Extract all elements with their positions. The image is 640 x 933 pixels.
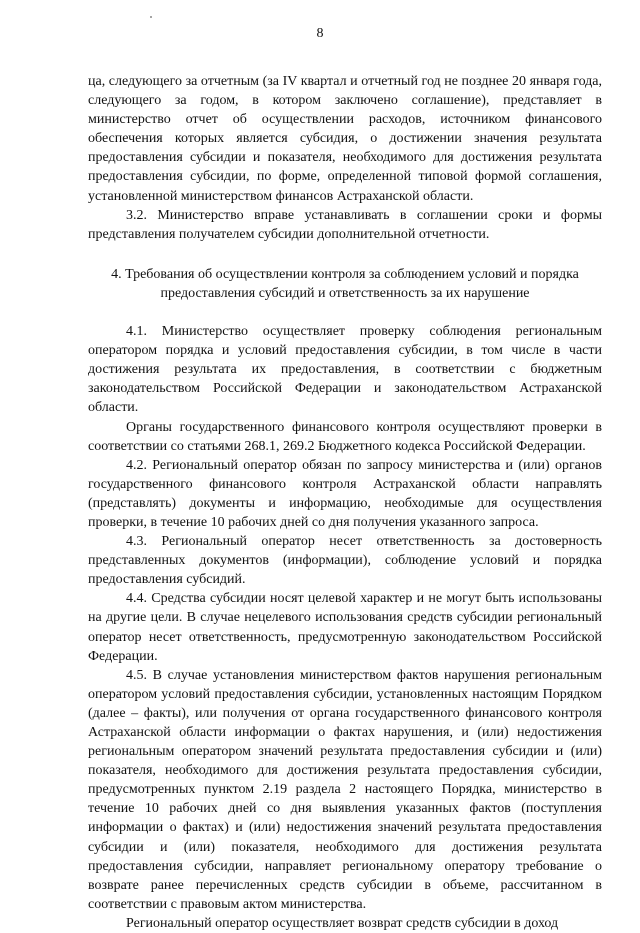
document-body — [88, 72, 602, 933]
paragraph-refund: Региональный оператор осуществляет возврат средств субсидии в доход — [126, 915, 559, 931]
paragraph-continuation: ца, следующего за отчетным (за IV квартал и отчетный год не позднее 20 января года, следующего за годом, в котором заключено соглашение), представляет в министерство отчет об осуществлении расходов, источником финансового обеспечения которых является субсидия, о достижении значения результата предоставления субсидии и показателя, необходимого для достижения результата предоставления субсидии, по форме, определенной типовой формой соглашения, установленной министерством финансов Астраханской области. — [88, 74, 602, 204]
paragraph-financial-control: Органы государственного финансового контроля осуществляют проверки в соответствии со статьями 268.1, 269.2 Бюджетного кодекса Российской Федерации. — [88, 419, 602, 454]
page-number: 8 — [316, 26, 324, 41]
paragraph-4-3: 4.3. Региональный оператор несет ответственность за достоверность представленных документов (информации), соблюдение условий и порядка предоставления субсидий. — [88, 534, 602, 588]
paragraph-4-1: 4.1. Министерство осуществляет проверку соблюдения региональным оператором порядка и условий предоставления субсидии, в том числе в части достижения результата их предоставления, в соответствии с бюджетным законодательством Российской Федерации и законодательством Астраханской области. — [88, 324, 602, 416]
section-heading: 4. Требования об осуществлении контроля за соблюдением условий и порядка предоставления субсидий и ответственность за их нарушение — [111, 266, 579, 301]
paragraph-4-2: 4.2. Региональный оператор обязан по запросу министерства и (или) органов государственного финансового контроля Астраханской области направлять (представлять) документы и информацию, необходимые для осуществления проверки, в течение 10 рабочих дней со дня получения указанного запроса. — [88, 457, 602, 530]
paragraph-4-4: 4.4. Средства субсидии носят целевой характер и не могут быть использованы на другие цели. В случае нецелевого использования средств субсидии региональный оператор несет ответственность, предусмотренную законодательством Российской Федерации. — [88, 591, 602, 664]
scan-speck — [150, 16, 152, 18]
paragraph-4-5: 4.5. В случае установления министерством фактов нарушения региональным оператором условий предоставления субсидии, установленных настоящим Порядком (далее – факты), или получения от органа государственного финансового контроля Астраханской области информации о фактах нарушения, и (или) недостижения региональным оператором значений результата предоставления субсидии и (или) показателя, необходимого для достижения результата предоставления субсидии, предусмотренных пунктом 2.19 раздела 2 настоящего Порядка, министерство в течение 10 рабочих дней со дня выявления указанных фактов (поступления информации о фактах) и (или) недостижения значений результата предоставления субсидии и (или) показателя, необходимого для достижения результата предоставления субсидии, направляет региональному оператору требование о возврате ранее перечисленных средств субсидии в объеме, рассчитанном в соответствии с правовым актом министерства. — [88, 667, 602, 912]
paragraph-3-2: 3.2. Министерство вправе устанавливать в соглашении сроки и формы представления получателем субсидии дополнительной отчетности. — [88, 207, 602, 242]
